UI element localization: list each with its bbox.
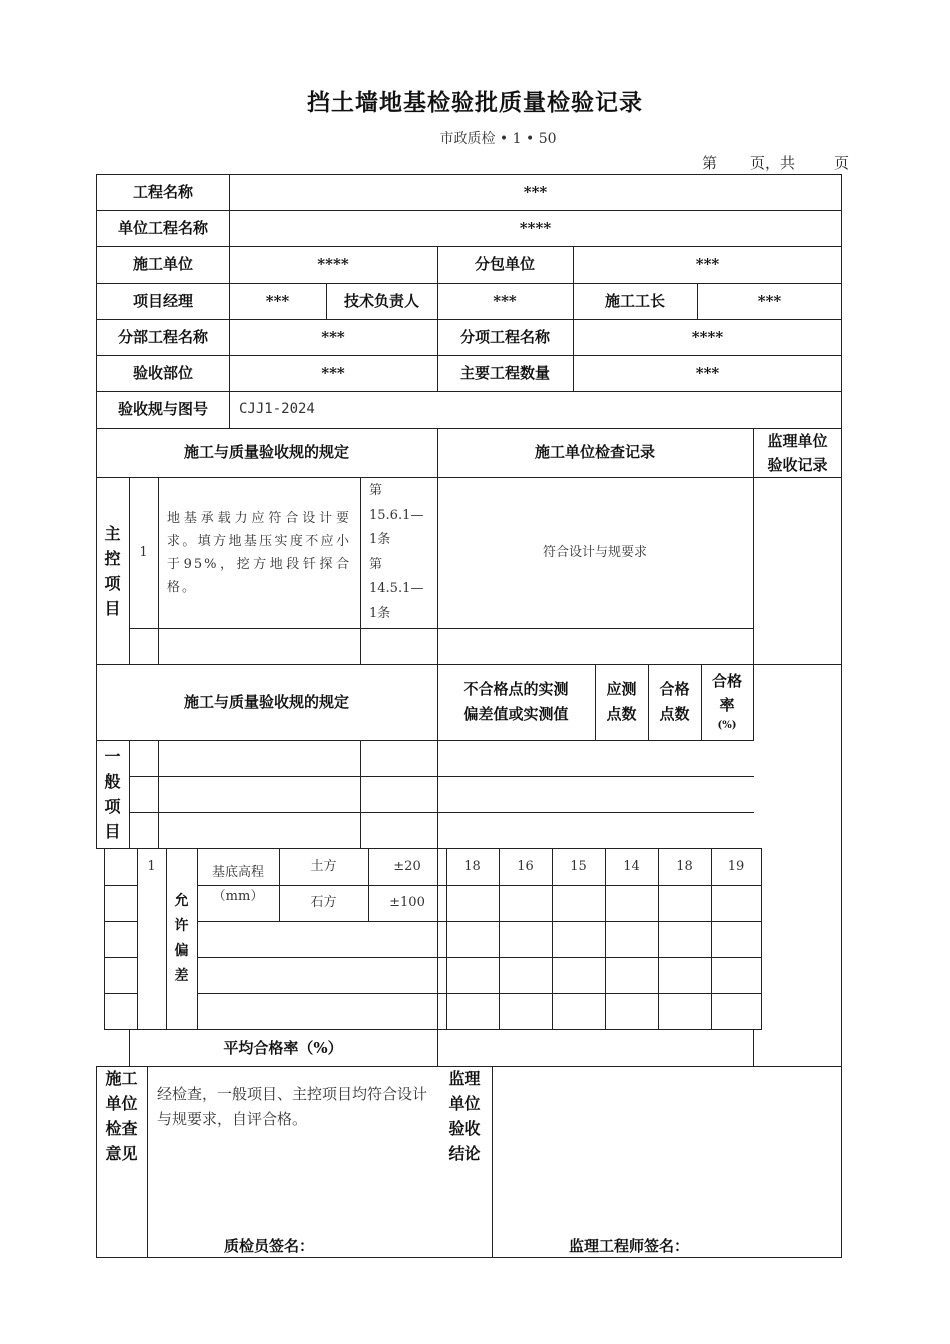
supervisor-label-line: 结论: [448, 1144, 481, 1163]
document-title: 挡土墙地基检验批质量检验记录: [307, 89, 643, 116]
clause-ref-line: 15.6.1—: [369, 507, 424, 523]
clause-ref-line: 1条: [369, 605, 391, 621]
tech-lead-label: 技术负责人: [343, 291, 419, 310]
spec-label: 验收规与图号: [117, 400, 208, 419]
measurement-cell: 15: [570, 858, 587, 874]
main-clause-ref: [360, 477, 437, 628]
measurement-cell: 14: [623, 858, 640, 874]
subitem-value: ****: [691, 327, 724, 346]
avg-pass-rate-label: 平均合格率（%）: [223, 1038, 343, 1057]
contractor-label-line: 施工: [105, 1069, 138, 1088]
deviation-line1: 不合格点的实测: [463, 680, 569, 698]
main-quantity-label: 主要工程数量: [459, 363, 550, 382]
supervisor-label-line: 监理: [448, 1069, 481, 1088]
general-col-rate: [701, 664, 753, 740]
project-manager-value: ***: [265, 291, 290, 310]
main-col-record: 施工单位检查记录: [534, 443, 655, 462]
general-col-pass: [648, 664, 701, 740]
sub-earth: 土方: [310, 858, 337, 874]
main-label-char: 目: [104, 598, 121, 618]
project-name-value: ***: [523, 182, 548, 201]
tolerance-earth: ±20: [393, 858, 421, 874]
unit-project-value: ****: [519, 218, 552, 237]
clause-ref-line: 第: [369, 556, 383, 572]
allow-char: 允: [174, 893, 189, 909]
rate-unit: (%): [717, 720, 737, 731]
main-col-spec: 施工与质量验收规的规定: [183, 443, 349, 462]
contractor-label-line: 检查: [105, 1119, 138, 1138]
rate-line1: 合格: [711, 672, 742, 690]
subitem-label: 分项工程名称: [459, 327, 550, 346]
measurement-cell: 16: [517, 858, 534, 874]
general-section-label: [96, 740, 129, 848]
contractor-opinion-label: [96, 1066, 147, 1166]
page-ye: 页: [834, 154, 850, 172]
clause-ref-line: 1条: [369, 532, 391, 547]
general-col-spec: 施工与质量验收规的规定: [183, 692, 349, 711]
contractor-label-line: 意见: [105, 1144, 138, 1163]
inspection-part-label: 验收部位: [132, 363, 193, 382]
measurement-cell: 19: [727, 858, 745, 874]
supervisor-conclusion-label: [437, 1066, 492, 1166]
deviation-line2: 偏差值或实测值: [463, 705, 569, 723]
foreman-label: 施工工长: [604, 291, 665, 310]
clause-ref-line: 14.5.1—: [369, 581, 424, 596]
project-name-label: 工程名称: [132, 182, 193, 201]
measurement-cell: 18: [676, 858, 693, 874]
supervisor-label-line: 验收: [448, 1119, 481, 1138]
pass-line2: 点数: [659, 705, 690, 723]
general-col-should: [595, 664, 648, 740]
contractor-label-line: 单位: [105, 1094, 138, 1113]
allow-char: 差: [174, 968, 189, 984]
tolerance-rock: ±100: [389, 895, 425, 911]
allow-deviation-label: [166, 885, 197, 993]
deviation-row-no: 1: [147, 858, 156, 874]
engineer-signature: 监理工程师签名：: [569, 1237, 690, 1255]
page-ye-gong: 页，共: [750, 154, 796, 172]
main-label-char: 主: [104, 523, 121, 543]
main-col-supervision-line1: 监理单位: [767, 431, 828, 450]
main-control-section-label: [96, 477, 129, 664]
foreman-value: ***: [757, 291, 782, 310]
clause-ref-line: 第: [369, 483, 383, 498]
tech-lead-value: ***: [493, 291, 517, 310]
item-name: 基底高程: [211, 864, 264, 880]
general-label-char: 项: [104, 797, 121, 816]
contractor-opinion-text: 经检查，一般项目、主控项目均符合设计与规要求，自评合格。: [157, 1085, 428, 1128]
supervisor-label-line: 单位: [448, 1094, 481, 1113]
general-label-char: 目: [104, 822, 121, 841]
sub-rock: 石方: [310, 895, 337, 911]
main-item-no: 1: [139, 544, 148, 560]
should-line2: 点数: [606, 705, 637, 723]
general-label-char: 般: [104, 772, 121, 791]
item-unit: （mm）: [212, 888, 264, 904]
inspection-part-value: ***: [321, 363, 345, 382]
allow-char: 偏: [174, 943, 189, 959]
measurement-cell: 18: [464, 858, 481, 874]
item-base-elevation: [197, 848, 279, 921]
main-col-supervision: [753, 428, 842, 477]
construction-unit-label: 施工单位: [132, 255, 193, 274]
form-code: 市政质检 • 1 • 50: [439, 131, 557, 147]
allow-char: 许: [174, 918, 189, 934]
page-di: 第: [702, 154, 718, 172]
construction-unit-value: ****: [317, 255, 349, 274]
division-label: 分部工程名称: [117, 327, 208, 346]
main-label-char: 项: [104, 573, 121, 593]
main-label-char: 控: [104, 548, 121, 568]
subcontract-unit-label: 分包单位: [474, 255, 535, 274]
division-value: ***: [321, 327, 345, 346]
general-col-deviation: [437, 664, 595, 740]
main-quantity-value: ***: [695, 363, 720, 382]
unit-project-label: 单位工程名称: [117, 218, 208, 237]
rate-line2: 率: [719, 696, 735, 714]
project-manager-label: 项目经理: [132, 291, 193, 310]
main-col-supervision-line2: 验收记录: [767, 455, 828, 474]
inspector-signature: 质检员签名：: [224, 1237, 315, 1255]
should-line1: 应测: [606, 680, 637, 698]
main-item-text: 地基承载力应符合设计要求。填方地基压实度不应小于95%，挖方地段钎探合格。: [167, 510, 351, 595]
main-result: 符合设计与规要求: [542, 544, 647, 560]
pass-line1: 合格: [659, 680, 690, 698]
general-label-char: 一: [104, 747, 121, 766]
spec-value: CJJ1-2024: [239, 401, 315, 418]
subcontract-unit-value: ***: [695, 255, 720, 274]
